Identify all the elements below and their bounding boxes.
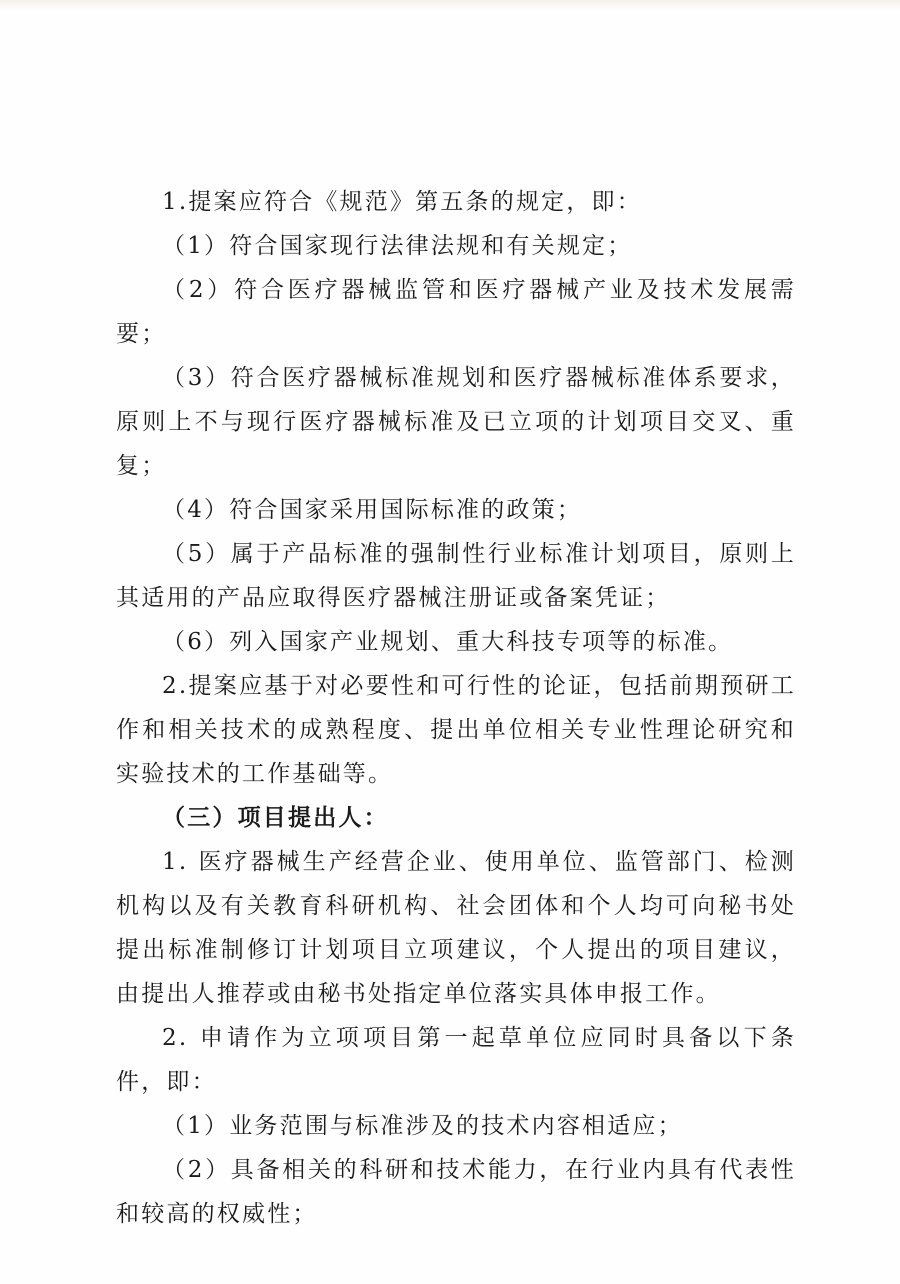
paragraph-proposal-requirements: 1.提案应符合《规范》第五条的规定，即：	[162, 189, 642, 215]
paragraph-item-4: （4）符合国家采用国际标准的政策；	[162, 497, 583, 523]
paragraph-condition-1: （1）业务范围与标准涉及的技术内容相适应；	[162, 1113, 683, 1139]
paragraph-item-3: （3）符合医疗器械标准规划和医疗器械标准体系要求，原则上不与现行医疗器械标准及已立项的计划项目交叉、重复；	[116, 365, 796, 479]
section-heading-proposer: （三）项目提出人：	[162, 804, 389, 831]
paragraph-feasibility: 2.提案应基于对必要性和可行性的论证，包括前期预研工作和相关技术的成熟程度、提出单位相关专业性理论研究和实验技术的工作基础等。	[116, 673, 796, 787]
paragraph-item-2: （2）符合医疗器械监管和医疗器械产业及技术发展需要；	[116, 277, 796, 347]
paragraph-proposer-eligibility: 1. 医疗器械生产经营企业、使用单位、监管部门、检测机构以及有关教育科研机构、社会团体和个人均可向秘书处提出标准制修订计划项目立项建议，个人提出的项目建议，由提出人推荐或由秘书处指定单位落实具体申报工作。	[116, 849, 796, 1007]
scan-edge	[0, 0, 900, 10]
paragraph-drafting-unit-conditions: 2. 申请作为立项项目第一起草单位应同时具备以下条件，即：	[116, 1025, 796, 1095]
paragraph-item-1: （1）符合国家现行法律法规和有关规定；	[162, 233, 633, 259]
paragraph-item-6: （6）列入国家产业规划、重大科技专项等的标准。	[162, 629, 734, 655]
document-body	[116, 180, 796, 1236]
paragraph-item-5: （5）属于产品标准的强制性行业标准计划项目，原则上其适用的产品应取得医疗器械注册证或备案凭证；	[116, 541, 796, 611]
paragraph-condition-2: （2）具备相关的科研和技术能力，在行业内具有代表性和较高的权威性；	[116, 1157, 796, 1227]
